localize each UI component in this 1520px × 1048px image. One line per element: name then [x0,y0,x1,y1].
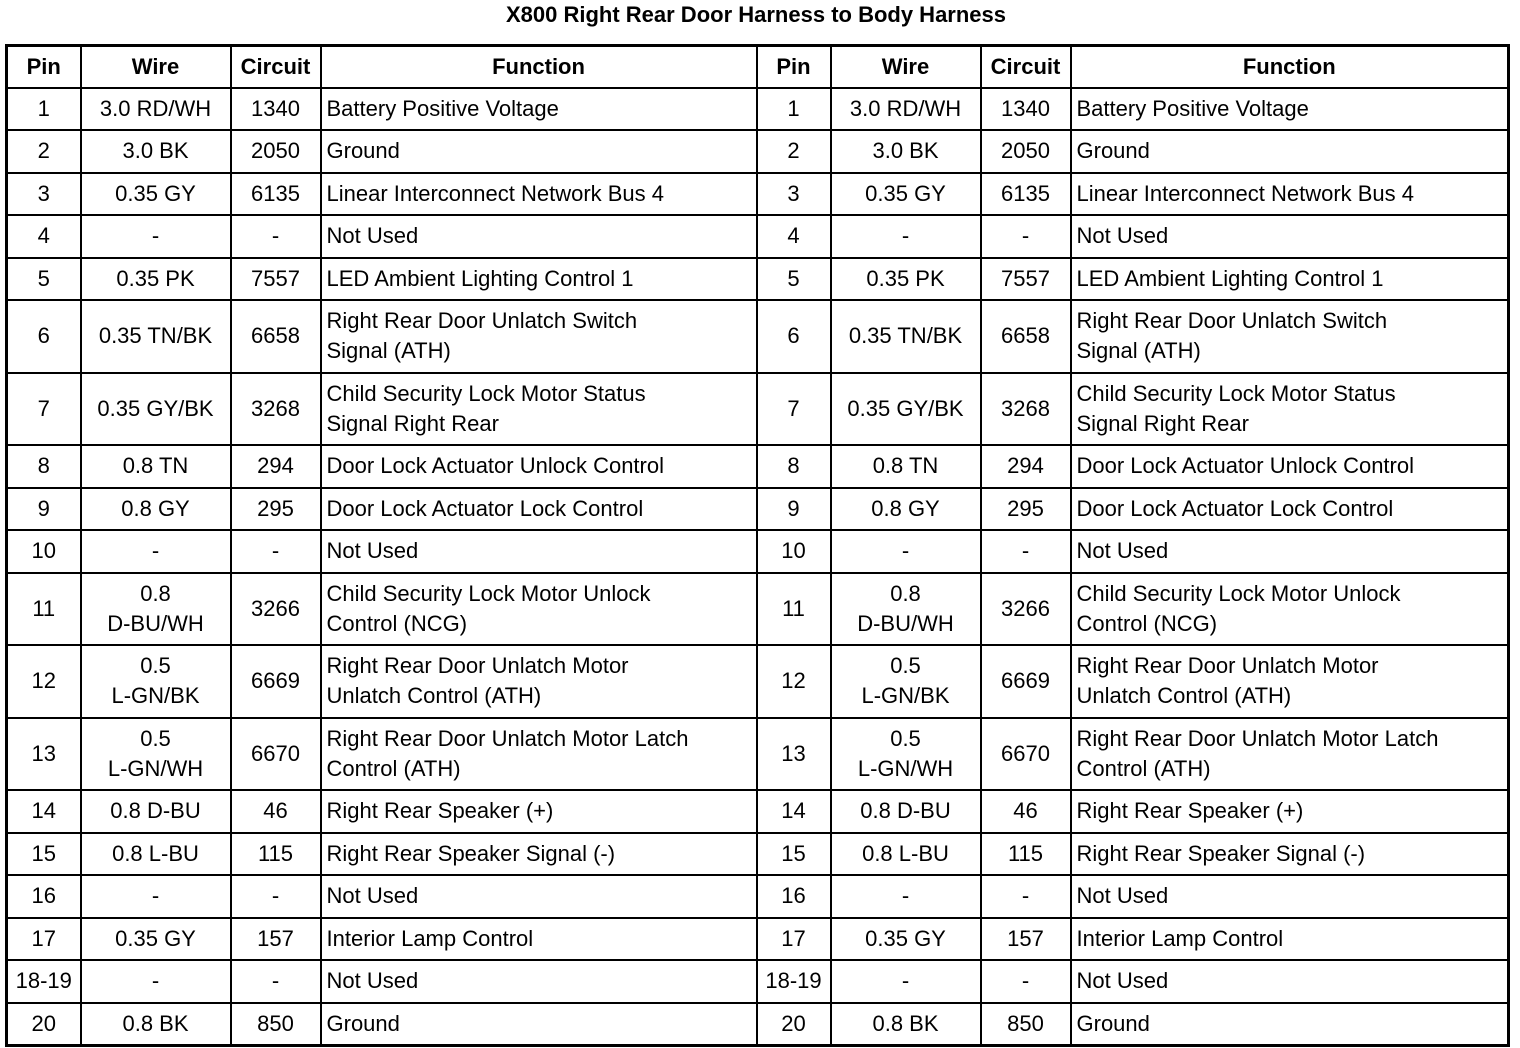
wire-cell [81,718,231,791]
function-cell-line: Linear Interconnect Network Bus 4 [1076,180,1415,206]
function-cell-line: Right Rear Speaker (+) [326,798,554,824]
page-title: X800 Right Rear Door Harness to Body Harness [505,2,1007,27]
wire-cell-line: 0.5 [140,725,171,751]
circuit-cell: 3268 [231,373,321,446]
circuit-cell: 3268 [981,373,1071,446]
wire-cell [81,918,231,961]
wire-cell [831,373,981,446]
function-cell-line: Signal (ATH) [1076,338,1201,364]
table-row [7,1003,1509,1046]
function-cell-line: Right Rear Door Unlatch Switch [1076,308,1388,334]
circuit-cell: 295 [231,488,321,531]
header-function: Function [321,46,757,88]
header-wire: Wire [81,46,231,88]
pin-cell: 16 [7,875,81,918]
circuit-cell: 3266 [231,573,321,646]
function-cell-line: Right Rear Speaker Signal (-) [326,840,616,866]
wire-cell-line: 0.35 GY/BK [847,395,964,421]
pin-cell: 18-19 [7,960,81,1003]
function-cell-line: Right Rear Door Unlatch Motor Latch [1076,725,1439,751]
wire-cell-line: 3.0 RD/WH [99,95,212,121]
wire-cell-line: 0.35 GY [865,925,946,951]
function-cell-line: Ground [1076,1010,1150,1036]
table-header-row [7,46,1509,88]
wire-cell-line: 3.0 BK [872,138,939,164]
wire-cell-line: 0.5 [890,725,921,751]
function-cell [1071,875,1509,918]
circuit-cell: 1340 [231,88,321,131]
wire-cell-line: 0.5 [890,653,921,679]
table-row [7,790,1509,833]
function-cell [321,790,757,833]
function-cell [321,918,757,961]
pin-cell: 2 [757,130,831,173]
pin-cell: 3 [7,173,81,216]
table-row [7,88,1509,131]
pin-cell: 9 [7,488,81,531]
wire-cell-line: 0.35 PK [866,265,945,291]
pin-cell: 14 [757,790,831,833]
wire-cell-line: 0.35 TN/BK [98,323,213,349]
function-cell [321,833,757,876]
wire-cell-line: - [151,223,160,249]
wire-cell [831,645,981,718]
wire-cell-line: - [151,538,160,564]
circuit-cell: 6658 [981,300,1071,373]
function-cell [1071,488,1509,531]
header-function: Function [1071,46,1509,88]
wire-cell [81,875,231,918]
wire-cell-line: 0.8 L-BU [862,840,949,866]
pin-cell: 13 [7,718,81,791]
table-row [7,258,1509,301]
function-cell-line: Door Lock Actuator Unlock Control [1076,453,1414,479]
function-cell [1071,445,1509,488]
function-cell [321,573,757,646]
wire-cell [81,300,231,373]
wire-cell [81,488,231,531]
table-row [7,960,1509,1003]
function-cell-line: Ground [1076,138,1150,164]
function-cell-line: Door Lock Actuator Unlock Control [326,453,664,479]
function-cell-line: Not Used [326,223,419,249]
wire-cell [831,718,981,791]
pin-cell: 5 [757,258,831,301]
circuit-cell: 294 [231,445,321,488]
circuit-cell: 3266 [981,573,1071,646]
pin-cell: 4 [7,215,81,258]
circuit-cell: 46 [981,790,1071,833]
function-cell-line: Not Used [326,883,419,909]
wire-cell-line: 0.8 GY [121,495,190,521]
pin-cell: 15 [757,833,831,876]
wire-cell [81,130,231,173]
circuit-cell: 2050 [231,130,321,173]
function-cell-line: Control (NCG) [326,610,468,636]
wire-cell [81,215,231,258]
wire-cell [831,215,981,258]
wire-cell-line: 0.8 D-BU [110,798,201,824]
function-cell [321,1003,757,1046]
wire-cell-line: 0.5 [140,653,171,679]
function-cell [1071,790,1509,833]
table-row [7,718,1509,791]
function-cell [321,488,757,531]
pin-cell: 12 [7,645,81,718]
function-cell-line: Unlatch Control (ATH) [1076,683,1292,709]
circuit-cell: 6669 [981,645,1071,718]
function-cell-line: Not Used [1076,538,1169,564]
circuit-cell: - [231,530,321,573]
table-row [7,833,1509,876]
pin-cell: 6 [757,300,831,373]
wire-cell-line: 0.35 GY [115,180,196,206]
wire-cell-line: - [901,538,910,564]
pin-cell: 10 [7,530,81,573]
wire-cell [81,1003,231,1046]
function-cell-line: Control (NCG) [1076,610,1218,636]
wire-cell [831,300,981,373]
wire-cell-line: D-BU/WH [107,610,204,636]
circuit-cell: - [231,960,321,1003]
function-cell-line: Not Used [326,538,419,564]
table-body [7,88,1509,1046]
pin-cell: 18-19 [757,960,831,1003]
table-row [7,875,1509,918]
function-cell [1071,530,1509,573]
table-row [7,918,1509,961]
function-cell-line: Signal Right Rear [326,410,499,436]
circuit-cell: 7557 [981,258,1071,301]
wire-cell-line: 0.35 TN/BK [848,323,963,349]
function-cell [1071,573,1509,646]
function-cell-line: Child Security Lock Motor Unlock [326,580,651,606]
header-pin: Pin [757,46,831,88]
wire-cell [831,875,981,918]
wire-cell-line: 3.0 BK [122,138,189,164]
wire-cell-line: - [151,883,160,909]
header-circuit: Circuit [981,46,1071,88]
circuit-cell: 157 [231,918,321,961]
function-cell-line: Child Security Lock Motor Status [326,380,646,406]
function-cell-line: Control (ATH) [1076,755,1211,781]
function-cell-line: Signal Right Rear [1076,410,1249,436]
pin-cell: 3 [757,173,831,216]
function-cell-line: Not Used [1076,223,1169,249]
pin-cell: 7 [757,373,831,446]
function-cell-line: Child Security Lock Motor Unlock [1076,580,1401,606]
pin-cell: 5 [7,258,81,301]
header-circuit: Circuit [231,46,321,88]
pin-cell: 15 [7,833,81,876]
wire-cell [831,130,981,173]
function-cell [1071,173,1509,216]
wire-cell-line: L-GN/BK [111,683,200,709]
function-cell [1071,258,1509,301]
pin-cell: 1 [7,88,81,131]
table-row [7,445,1509,488]
function-cell [321,645,757,718]
wire-cell [81,173,231,216]
function-cell-line: Control (ATH) [326,755,461,781]
pin-cell: 16 [757,875,831,918]
function-cell [321,875,757,918]
pin-cell: 6 [7,300,81,373]
wire-cell-line: 0.8 L-BU [112,840,199,866]
wire-cell-line: 3.0 RD/WH [849,95,962,121]
wire-cell [831,573,981,646]
table-row [7,373,1509,446]
circuit-cell: 46 [231,790,321,833]
circuit-cell: - [981,530,1071,573]
circuit-cell: 115 [231,833,321,876]
wire-cell-line: D-BU/WH [857,610,954,636]
wire-cell-line: 0.8 BK [872,1010,939,1036]
wire-cell-line: L-GN/BK [861,683,950,709]
wire-cell-line: L-GN/WH [107,755,204,781]
function-cell-line: Ground [326,1010,400,1036]
table-row [7,215,1509,258]
wire-cell-line: - [151,968,160,994]
function-cell-line: Right Rear Speaker Signal (-) [1076,840,1366,866]
circuit-cell: 7557 [231,258,321,301]
function-cell [321,373,757,446]
circuit-cell: - [231,875,321,918]
circuit-cell: 6658 [231,300,321,373]
pin-cell: 8 [7,445,81,488]
wire-cell-line: 0.8 D-BU [860,798,951,824]
function-cell-line: Not Used [326,968,419,994]
circuit-cell: - [981,875,1071,918]
circuit-cell: 1340 [981,88,1071,131]
wire-cell-line: - [901,223,910,249]
function-cell [321,88,757,131]
wire-cell [831,833,981,876]
function-cell-line: Right Rear Door Unlatch Motor [1076,653,1379,679]
function-cell-line: Signal (ATH) [326,338,451,364]
circuit-cell: - [231,215,321,258]
function-cell [1071,718,1509,791]
function-cell [321,173,757,216]
circuit-cell: 6135 [981,173,1071,216]
wire-cell [831,258,981,301]
circuit-cell: 294 [981,445,1071,488]
function-cell [321,215,757,258]
wire-cell [831,960,981,1003]
pin-cell: 4 [757,215,831,258]
wire-cell-line: L-GN/WH [857,755,954,781]
function-cell-line: Door Lock Actuator Lock Control [326,495,644,521]
wire-cell-line: 0.8 [890,580,921,606]
function-cell [321,300,757,373]
pin-cell: 9 [757,488,831,531]
pin-cell: 14 [7,790,81,833]
function-cell-line: Unlatch Control (ATH) [326,683,542,709]
table-row [7,488,1509,531]
wire-cell-line: 0.35 GY [865,180,946,206]
function-cell-line: Battery Positive Voltage [1076,95,1309,121]
pin-cell: 20 [7,1003,81,1046]
function-cell-line: Right Rear Door Unlatch Switch [326,308,638,334]
circuit-cell: 6670 [981,718,1071,791]
circuit-cell: 157 [981,918,1071,961]
function-cell [321,258,757,301]
function-cell-line: Linear Interconnect Network Bus 4 [326,180,665,206]
function-cell [321,960,757,1003]
wire-cell [831,173,981,216]
circuit-cell: 295 [981,488,1071,531]
wire-cell [831,530,981,573]
function-cell-line: LED Ambient Lighting Control 1 [326,265,634,291]
pin-cell: 7 [7,373,81,446]
function-cell-line: Right Rear Speaker (+) [1076,798,1304,824]
circuit-cell: 6135 [231,173,321,216]
wire-cell [81,645,231,718]
circuit-cell: 6670 [231,718,321,791]
function-cell-line: Child Security Lock Motor Status [1076,380,1396,406]
pin-cell: 17 [757,918,831,961]
wire-cell-line: 0.8 BK [122,1010,189,1036]
function-cell [1071,960,1509,1003]
function-cell [1071,300,1509,373]
wire-cell [81,258,231,301]
wire-cell [81,373,231,446]
function-cell-line: LED Ambient Lighting Control 1 [1076,265,1384,291]
wire-cell-line: 0.35 PK [116,265,195,291]
function-cell [321,718,757,791]
wire-cell-line: 0.35 GY [115,925,196,951]
table-row [7,530,1509,573]
wire-cell [81,790,231,833]
pin-cell: 12 [757,645,831,718]
function-cell [1071,215,1509,258]
wire-cell [831,790,981,833]
function-cell-line: Right Rear Door Unlatch Motor [326,653,629,679]
wire-cell [81,530,231,573]
wire-cell [831,1003,981,1046]
circuit-cell: - [981,960,1071,1003]
pin-cell: 13 [757,718,831,791]
function-cell [1071,88,1509,131]
wire-cell [81,573,231,646]
circuit-cell: 6669 [231,645,321,718]
wire-cell-line: 0.35 GY/BK [97,395,214,421]
wire-cell [81,960,231,1003]
wire-cell [81,88,231,131]
function-cell [1071,1003,1509,1046]
function-cell [321,445,757,488]
function-cell [321,530,757,573]
header-wire: Wire [831,46,981,88]
function-cell [321,130,757,173]
wire-cell-line: 0.8 TN [872,453,939,479]
table-row [7,300,1509,373]
function-cell [1071,373,1509,446]
wire-cell [831,488,981,531]
function-cell-line: Not Used [1076,968,1169,994]
pin-cell: 1 [757,88,831,131]
table-row [7,173,1509,216]
function-cell-line: Interior Lamp Control [1076,925,1284,951]
wire-cell-line: 0.8 GY [871,495,940,521]
wire-cell-line: - [901,883,910,909]
table-row [7,573,1509,646]
pinout-table [5,44,1510,1047]
pin-cell: 11 [757,573,831,646]
wire-cell-line: 0.8 [140,580,171,606]
function-cell-line: Right Rear Door Unlatch Motor Latch [326,725,689,751]
pin-cell: 20 [757,1003,831,1046]
function-cell-line: Ground [326,138,400,164]
header-pin: Pin [7,46,81,88]
pin-cell: 17 [7,918,81,961]
circuit-cell: 850 [981,1003,1071,1046]
circuit-cell: - [981,215,1071,258]
pin-cell: 10 [757,530,831,573]
function-cell-line: Door Lock Actuator Lock Control [1076,495,1394,521]
function-cell [1071,645,1509,718]
function-cell [1071,833,1509,876]
wire-cell-line: 0.8 TN [122,453,189,479]
function-cell-line: Interior Lamp Control [326,925,534,951]
pin-cell: 8 [757,445,831,488]
circuit-cell: 115 [981,833,1071,876]
circuit-cell: 2050 [981,130,1071,173]
wire-cell [81,833,231,876]
wire-cell [831,445,981,488]
circuit-cell: 850 [231,1003,321,1046]
wire-cell [831,918,981,961]
function-cell [1071,918,1509,961]
pin-cell: 2 [7,130,81,173]
table-row [7,645,1509,718]
wire-cell [831,88,981,131]
wire-cell [81,445,231,488]
wire-cell-line: - [901,968,910,994]
table-row [7,130,1509,173]
function-cell [1071,130,1509,173]
function-cell-line: Not Used [1076,883,1169,909]
function-cell-line: Battery Positive Voltage [326,95,559,121]
pin-cell: 11 [7,573,81,646]
